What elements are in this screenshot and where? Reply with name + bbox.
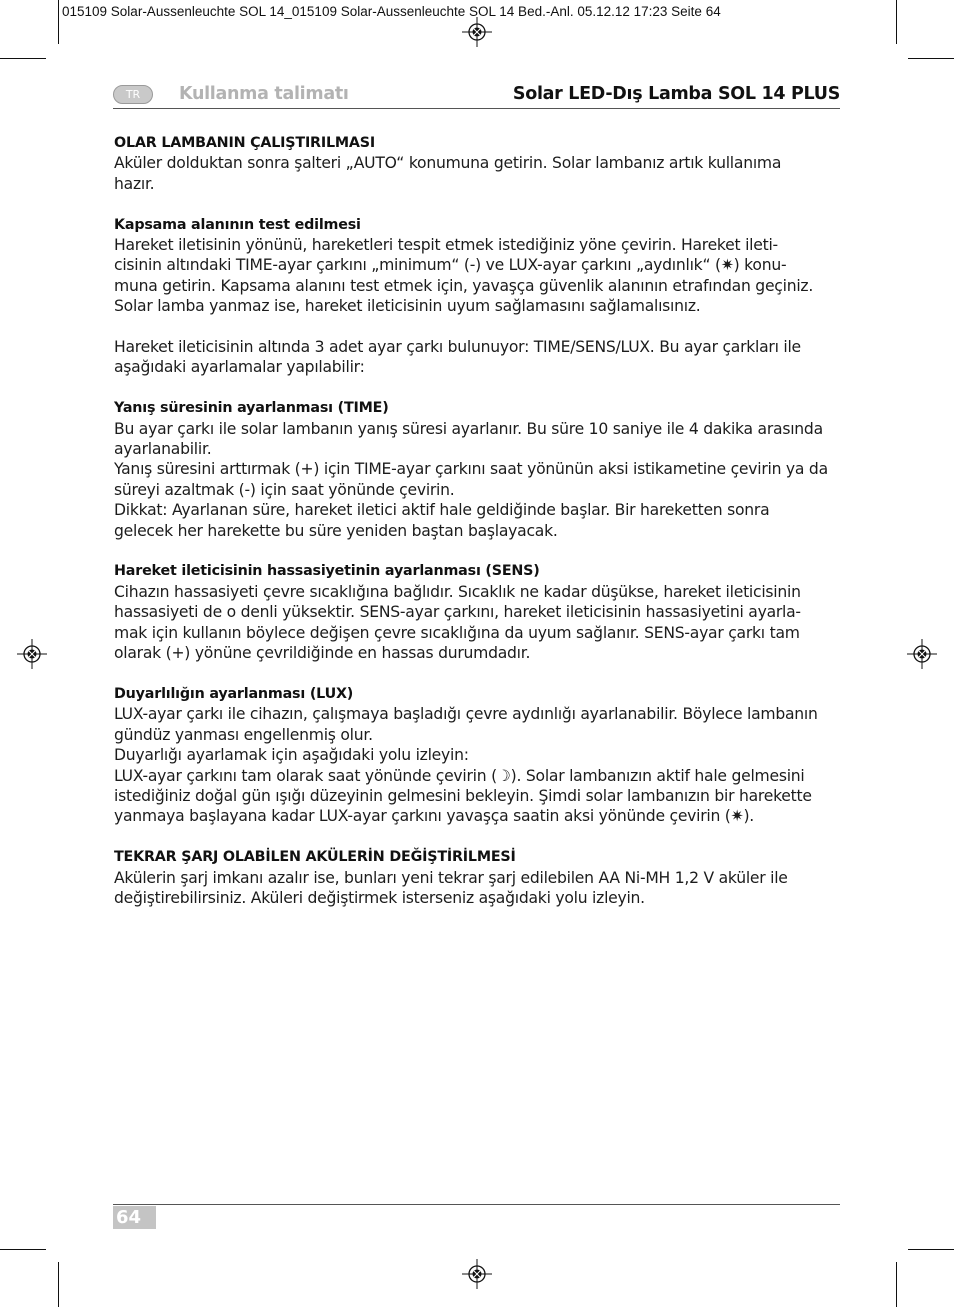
paragraph-line: Aküler dolduktan sonra şalteri „AUTO“ konumuna getirin. Solar lambanız artık kullanıma	[114, 154, 782, 173]
section-block	[114, 684, 844, 827]
paragraph-line: ayarlanabilir.	[114, 440, 212, 459]
registration-mark-icon	[17, 639, 47, 669]
paragraph-line: Bu ayar çarkı ile solar lambanın yanış süresi ayarlanır. Bu süre 10 saniye ile 4 dakika arasında	[114, 419, 823, 438]
product-title: Solar LED-Dış Lamba SOL 14 PLUS	[512, 84, 840, 104]
paragraph-line: süreyi azaltmak (-) için saat yönünde çevirin.	[114, 480, 455, 499]
paragraph-line: cisinin altındaki TIME-ayar çarkını „minimum“ (-) ve LUX-ayar çarkını „aydınlık“ (✷) konu-	[114, 256, 787, 275]
page-header	[113, 84, 840, 108]
paragraph-line: Hareket ileticisinin altında 3 adet ayar çarkı bulunuyor: TIME/SENS/LUX. Bu ayar çarkları ile	[114, 338, 801, 357]
section-heading: OLAR LAMBANIN ÇALIŞTIRILMASI	[114, 135, 376, 151]
crop-mark-top-left-v	[58, 0, 59, 44]
paragraph-line: Hareket iletisinin yönünü, hareketleri tespit etmek istediğiniz yöne çevirin. Hareket ileti-	[114, 236, 778, 255]
paragraph-line: istediğiniz doğal gün ışığı düzeyinin gelmesini bekleyin. Şimdi solar lambanızın bir harekette	[114, 786, 812, 805]
header-rule	[113, 108, 840, 109]
paragraph-line: gündüz yanması engellenmiş olur.	[114, 725, 373, 744]
paragraph-line: değiştirebilirsiniz. Aküleri değiştirmek isterseniz aşağıdaki yolu izleyin.	[114, 888, 645, 907]
footer-rule	[113, 1204, 840, 1205]
paragraph-line: aşağıdaki ayarlamalar yapılabilir:	[114, 358, 365, 377]
crop-mark-top-right-h	[908, 58, 954, 59]
page-number: 64	[113, 1206, 156, 1229]
paragraph-line: Akülerin şarj imkanı azalır ise, bunları yeni tekrar şarj edilebilen AA Ni-MH 1,2 V aküler ile	[114, 868, 788, 887]
section-block	[114, 847, 844, 908]
section-block	[114, 337, 844, 378]
paragraph-line: Solar lamba yanmaz ise, hareket ileticisinin uyum sağlamasını sağlamalısınız.	[114, 297, 701, 316]
section-heading: Yanış süresinin ayarlanması (TIME)	[114, 400, 389, 417]
registration-mark-icon	[462, 1259, 492, 1289]
crop-mark-top-left-h	[0, 58, 46, 59]
paragraph-line: muna getirin. Kapsama alanını test etmek için, yavaşça güvenlik alanının etrafından geçiniz.	[114, 276, 814, 295]
print-slug: 015109 Solar-Aussenleuchte SOL 14_015109 Solar-Aussenleuchte SOL 14 Bed.-Anl. 05.12.12 17:23 Seite 64	[62, 4, 721, 19]
registration-mark-icon	[462, 17, 492, 47]
paragraph-line: Cihazın hassasiyeti çevre sıcaklığına bağlıdır. Sıcaklık ne kadar düşükse, hareket ileticisinin	[114, 582, 801, 601]
section-heading: Duyarlılığın ayarlanması (LUX)	[114, 685, 354, 702]
paragraph-line: hassasiyeti de o denli yüksektir. SENS-ayar çarkını, hareket ileticisinin hassasiyetini ayarla-	[114, 603, 801, 622]
registration-mark-icon	[907, 639, 937, 669]
paragraph-line: yanmaya başlayana kadar LUX-ayar çarkını yavaşça saatin aksi yönünde çevirin (✷).	[114, 807, 754, 826]
section-block	[114, 133, 844, 194]
crop-mark-bottom-left-v	[58, 1262, 59, 1307]
section-block	[114, 561, 844, 663]
paragraph-line: gelecek her harekette bu süre yeniden baştan başlayacak.	[114, 521, 558, 540]
section-heading: Hareket ileticisinin hassasiyetinin ayarlanması (SENS)	[114, 563, 540, 580]
section-label: Kullanma talimatı	[179, 84, 349, 104]
crop-mark-bottom-right-h	[908, 1249, 954, 1250]
paragraph-line: Duyarlığı ayarlamak için aşağıdaki yolu izleyin:	[114, 746, 469, 765]
paragraph-line: LUX-ayar çarkını tam olarak saat yönünde çevirin (☽). Solar lambanızın aktif hale gelmesini	[114, 766, 805, 785]
paragraph-line: mak için kullanın böylece değişen çevre sıcaklığına da uyum sağlanır. SENS-ayar çarkı tam	[114, 623, 800, 642]
paragraph-line: olarak (+) yönüne çevrildiğinde en hassas durumdadır.	[114, 644, 531, 663]
section-heading: Kapsama alanının test edilmesi	[114, 216, 361, 233]
crop-mark-bottom-left-h	[0, 1249, 46, 1250]
crop-mark-top-right-v	[896, 0, 897, 44]
section-block	[114, 215, 844, 317]
section-heading: TEKRAR ŞARJ OLABİLEN AKÜLERİN DEĞİŞTİRİLMESİ	[114, 849, 516, 866]
paragraph-line: LUX-ayar çarkı ile cihazın, çalışmaya başladığı çevre aydınlığı ayarlanabilir. Böylece lambanın	[114, 705, 818, 724]
paragraph-line: Dikkat: Ayarlanan süre, hareket iletici aktif hale geldiğinde başlar. Bir hareketten sonra	[114, 501, 770, 520]
crop-mark-bottom-right-v	[896, 1262, 897, 1307]
paragraph-line: hazır.	[114, 174, 155, 193]
manual-body	[114, 133, 844, 929]
section-block	[114, 398, 844, 541]
paragraph-line: Yanış süresini arttırmak (+) için TIME-ayar çarkını saat yönünün aksi istikametine çevirin ya da	[114, 460, 828, 479]
language-badge: TR	[113, 85, 153, 104]
